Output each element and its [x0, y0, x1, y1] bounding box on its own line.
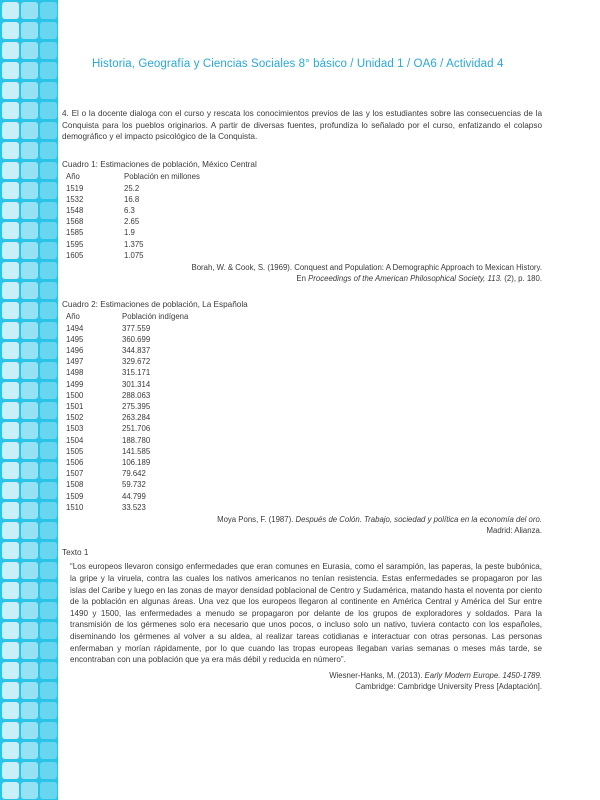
texto1-source-line2: Cambridge: Cambridge University Press [Adaptación].	[355, 682, 542, 692]
band-square	[21, 202, 38, 219]
cell-population: 275.395	[122, 402, 151, 412]
band-square	[2, 742, 19, 759]
cuadro1-table	[66, 171, 200, 261]
source-prefix: En	[296, 274, 309, 284]
column-header-population: Población en millones	[124, 172, 200, 182]
band-square	[2, 782, 19, 799]
source-suffix: (2), p. 180.	[502, 274, 542, 284]
band-square	[2, 42, 19, 59]
band-square	[40, 702, 57, 719]
band-square	[40, 562, 57, 579]
band-square	[40, 382, 57, 399]
band-square	[21, 422, 38, 439]
band-square	[21, 42, 38, 59]
page-header: Historia, Geografía y Ciencias Sociales 8° básico / Unidad 1 / OA6 / Actividad 4	[92, 58, 504, 70]
column-header-population: Población indígena	[122, 312, 189, 322]
band-square	[21, 162, 38, 179]
cell-population: 59.732	[122, 480, 146, 490]
cell-year: 1519	[66, 183, 84, 193]
band-square	[2, 282, 19, 299]
band-square	[40, 782, 57, 799]
cell-year: 1495	[66, 334, 84, 344]
band-square	[21, 362, 38, 379]
cell-population: 188.780	[122, 435, 151, 445]
band-square	[21, 562, 38, 579]
cell-year: 1498	[66, 368, 84, 378]
band-square	[2, 162, 19, 179]
column-header-year: Año	[66, 172, 80, 182]
band-square	[21, 262, 38, 279]
table-row	[66, 491, 188, 502]
band-square	[40, 422, 57, 439]
cuadro2-source-line2: Madrid: Alianza.	[486, 526, 542, 536]
table-row	[66, 356, 188, 367]
source-prefix: Moya Pons, F. (1987).	[217, 515, 296, 525]
band-square	[40, 302, 57, 319]
band-square	[21, 602, 38, 619]
band-square	[2, 142, 19, 159]
band-square	[2, 82, 19, 99]
band-square	[40, 682, 57, 699]
band-square	[40, 742, 57, 759]
cuadro2-table	[66, 311, 188, 513]
band-square	[40, 162, 57, 179]
band-square	[21, 282, 38, 299]
source-title: Después de Colón. Trabajo, sociedad y política en la economía del oro.	[295, 515, 542, 525]
band-square	[21, 182, 38, 199]
band-square	[21, 762, 38, 779]
band-square	[2, 182, 19, 199]
band-square	[40, 762, 57, 779]
cell-year: 1568	[66, 217, 84, 227]
band-square	[40, 282, 57, 299]
table-row	[66, 194, 200, 205]
cell-year: 1509	[66, 491, 84, 501]
band-square	[21, 2, 38, 19]
table-row	[66, 479, 188, 490]
cell-year: 1508	[66, 480, 84, 490]
band-square	[2, 702, 19, 719]
band-square	[21, 522, 38, 539]
cell-population: 329.672	[122, 357, 151, 367]
cell-population: 25.2	[124, 183, 140, 193]
cell-population: 263.284	[122, 413, 151, 423]
band-square	[21, 742, 38, 759]
cell-year: 1496	[66, 346, 84, 356]
cuadro2-body	[66, 323, 188, 513]
source-prefix: Wiesner-Hanks, M. (2013).	[329, 670, 425, 680]
band-square	[2, 382, 19, 399]
band-square	[21, 382, 38, 399]
band-square	[21, 302, 38, 319]
band-square	[21, 102, 38, 119]
cell-year: 1494	[66, 323, 84, 333]
cell-year: 1497	[66, 357, 84, 367]
cuadro1-source-line1: Borah, W. & Cook, S. (1969). Conquest and Population: A Demographic Approach to Mexican History.	[191, 263, 542, 272]
cell-population: 106.189	[122, 458, 151, 468]
column-header-year: Año	[66, 312, 80, 322]
band-square	[21, 62, 38, 79]
table-row	[66, 502, 188, 513]
cell-population: 6.3	[124, 205, 135, 215]
table-row	[66, 390, 188, 401]
band-square	[40, 62, 57, 79]
band-square	[2, 222, 19, 239]
cell-population: 44.799	[122, 491, 146, 501]
band-square	[2, 342, 19, 359]
cell-year: 1503	[66, 424, 84, 434]
cuadro2-title: Cuadro 2: Estimaciones de población, La Española	[62, 299, 248, 309]
activity-intro: 4. El o la docente dialoga con el curso y rescata los conocimientos previos de las y los estudiantes sobre las consecuencias de la Conquista para los pueblos originarios. A partir de diversas fuentes, profundiza lo señalado por el curso, enfatizando el colapso demográfico y el impacto psicológico de la Conquista.	[62, 109, 542, 142]
band-square	[40, 442, 57, 459]
cell-population: 360.699	[122, 334, 151, 344]
cell-population: 288.063	[122, 390, 151, 400]
band-square	[21, 222, 38, 239]
band-square	[2, 522, 19, 539]
cell-year: 1502	[66, 413, 84, 423]
band-square	[2, 262, 19, 279]
band-square	[40, 722, 57, 739]
source-journal: Proceedings of the American Philosophical Society, 113.	[308, 274, 503, 284]
table-row	[66, 446, 188, 457]
table-row	[66, 334, 188, 345]
table-row	[66, 468, 188, 479]
cell-population: 141.585	[122, 446, 151, 456]
band-square	[40, 522, 57, 539]
band-square	[21, 482, 38, 499]
texto1-source	[62, 670, 542, 693]
band-square	[2, 682, 19, 699]
table-row	[66, 457, 188, 468]
band-square	[40, 42, 57, 59]
cell-population: 33.523	[122, 502, 146, 512]
band-square	[40, 2, 57, 19]
band-square	[2, 322, 19, 339]
cell-year: 1548	[66, 205, 84, 215]
band-square	[40, 582, 57, 599]
table-row	[66, 205, 200, 216]
band-square	[40, 122, 57, 139]
band-square	[21, 462, 38, 479]
band-square	[21, 242, 38, 259]
cell-population: 344.837	[122, 346, 151, 356]
band-square	[40, 482, 57, 499]
table-row	[66, 412, 188, 423]
band-square	[2, 402, 19, 419]
band-square	[21, 622, 38, 639]
cell-population: 301.314	[122, 379, 151, 389]
table-header-row	[66, 311, 188, 322]
cell-population: 1.375	[124, 239, 144, 249]
table-row	[66, 423, 188, 434]
band-square	[2, 362, 19, 379]
cell-year: 1507	[66, 469, 84, 479]
band-square	[2, 2, 19, 19]
band-square	[2, 662, 19, 679]
band-square	[21, 582, 38, 599]
cell-year: 1504	[66, 435, 84, 445]
band-square	[21, 402, 38, 419]
band-square	[2, 622, 19, 639]
table-row	[66, 183, 200, 194]
band-square	[21, 662, 38, 679]
cell-population: 16.8	[124, 194, 140, 204]
band-square	[21, 22, 38, 39]
decorative-side-band	[0, 0, 58, 800]
table-row	[66, 379, 188, 390]
cell-year: 1500	[66, 390, 84, 400]
band-square	[21, 342, 38, 359]
table-row	[66, 250, 200, 261]
band-square	[40, 462, 57, 479]
band-square	[40, 22, 57, 39]
band-square	[21, 142, 38, 159]
cuadro1-source-line2	[62, 273, 542, 284]
cell-population: 1.9	[124, 228, 135, 238]
band-square	[21, 442, 38, 459]
band-square	[40, 342, 57, 359]
band-square	[40, 222, 57, 239]
band-square	[40, 322, 57, 339]
table-row	[66, 401, 188, 412]
table-row	[66, 367, 188, 378]
texto1-quote: “Los europeos llevaron consigo enfermedades que eran comunes en Eurasia, como el sarampión, las paperas, la peste bubónica, la gripe y la viruela, contra las cuales los nativos americanos no tenían resistencia. Estas enfermedades se propagaron por las islas del Caribe y luego en las zonas de mayor densidad poblacional de Centro y Sudamérica, matando hasta el noventa por ciento de la población en algunas áreas. Una vez que los europeos llegaron al continente en América Central y América del Sur entre 1490 y 1500, las enfermedades a menudo se propagaron por delante de los grupos de exploradores y soldados. Para la transmisión de los gérmenes solo era necesario que unos pocos, o incluso solo un nativo, tuviera contacto con los españoles, diseminando los gérmenes al volver a su aldea, al realizar tareas cotidianas e interactuar con otras personas. Las personas enfermaban y morían rápidamente, por lo que cuando las tropas europeas llegaban varias semanas o meses más tarde, se encontraban con una población que ya era más débil y reducida en número”.	[70, 562, 542, 665]
band-square	[2, 762, 19, 779]
table-row	[66, 227, 200, 238]
band-square	[2, 122, 19, 139]
band-square	[2, 642, 19, 659]
band-square	[40, 502, 57, 519]
cell-population: 2.65	[124, 217, 140, 227]
cuadro1-title: Cuadro 1: Estimaciones de población, México Central	[62, 159, 257, 169]
band-square	[21, 702, 38, 719]
band-square	[21, 782, 38, 799]
band-square	[2, 442, 19, 459]
cuadro2-source	[62, 514, 542, 537]
band-square	[40, 142, 57, 159]
band-square	[40, 602, 57, 619]
band-square	[40, 202, 57, 219]
band-square	[2, 502, 19, 519]
texto1-source-line1	[62, 670, 542, 681]
band-square	[21, 502, 38, 519]
source-title: Early Modern Europe. 1450-1789.	[424, 670, 542, 680]
band-square	[21, 542, 38, 559]
band-square	[2, 562, 19, 579]
band-square	[2, 62, 19, 79]
cuadro2-source-line1	[62, 514, 542, 525]
band-square	[40, 402, 57, 419]
band-square	[2, 302, 19, 319]
band-square	[2, 202, 19, 219]
band-square	[2, 102, 19, 119]
cell-year: 1605	[66, 250, 84, 260]
cuadro1-source	[62, 262, 542, 285]
band-square	[2, 462, 19, 479]
cell-year: 1501	[66, 402, 84, 412]
cell-population: 315.171	[122, 368, 151, 378]
band-square	[21, 722, 38, 739]
band-square	[40, 642, 57, 659]
band-square	[40, 182, 57, 199]
band-square	[2, 482, 19, 499]
band-square	[40, 102, 57, 119]
document-content	[62, 108, 542, 693]
cell-year: 1532	[66, 194, 84, 204]
cell-year: 1505	[66, 446, 84, 456]
band-square	[40, 242, 57, 259]
cell-year: 1499	[66, 379, 84, 389]
band-square	[21, 122, 38, 139]
band-square	[2, 22, 19, 39]
band-square	[40, 262, 57, 279]
band-square	[21, 322, 38, 339]
cuadro1-body	[66, 183, 200, 261]
band-square	[2, 422, 19, 439]
texto1-title: Texto 1	[62, 547, 89, 557]
band-square	[21, 642, 38, 659]
cell-year: 1585	[66, 228, 84, 238]
cell-year: 1510	[66, 502, 84, 512]
cell-year: 1506	[66, 458, 84, 468]
band-square	[40, 662, 57, 679]
band-square	[40, 82, 57, 99]
cell-population: 79.642	[122, 469, 146, 479]
table-row	[66, 323, 188, 334]
table-row	[66, 345, 188, 356]
table-header-row	[66, 171, 200, 182]
band-square	[21, 82, 38, 99]
band-square	[2, 542, 19, 559]
cell-year: 1595	[66, 239, 84, 249]
table-row	[66, 239, 200, 250]
cell-population: 377.559	[122, 323, 151, 333]
band-square	[40, 622, 57, 639]
band-square	[2, 242, 19, 259]
band-square	[2, 602, 19, 619]
band-square	[40, 362, 57, 379]
cell-population: 1.075	[124, 250, 144, 260]
band-square	[21, 682, 38, 699]
band-square	[2, 722, 19, 739]
cell-population: 251.706	[122, 424, 151, 434]
band-square	[2, 582, 19, 599]
band-square	[40, 542, 57, 559]
table-row	[66, 216, 200, 227]
table-row	[66, 435, 188, 446]
